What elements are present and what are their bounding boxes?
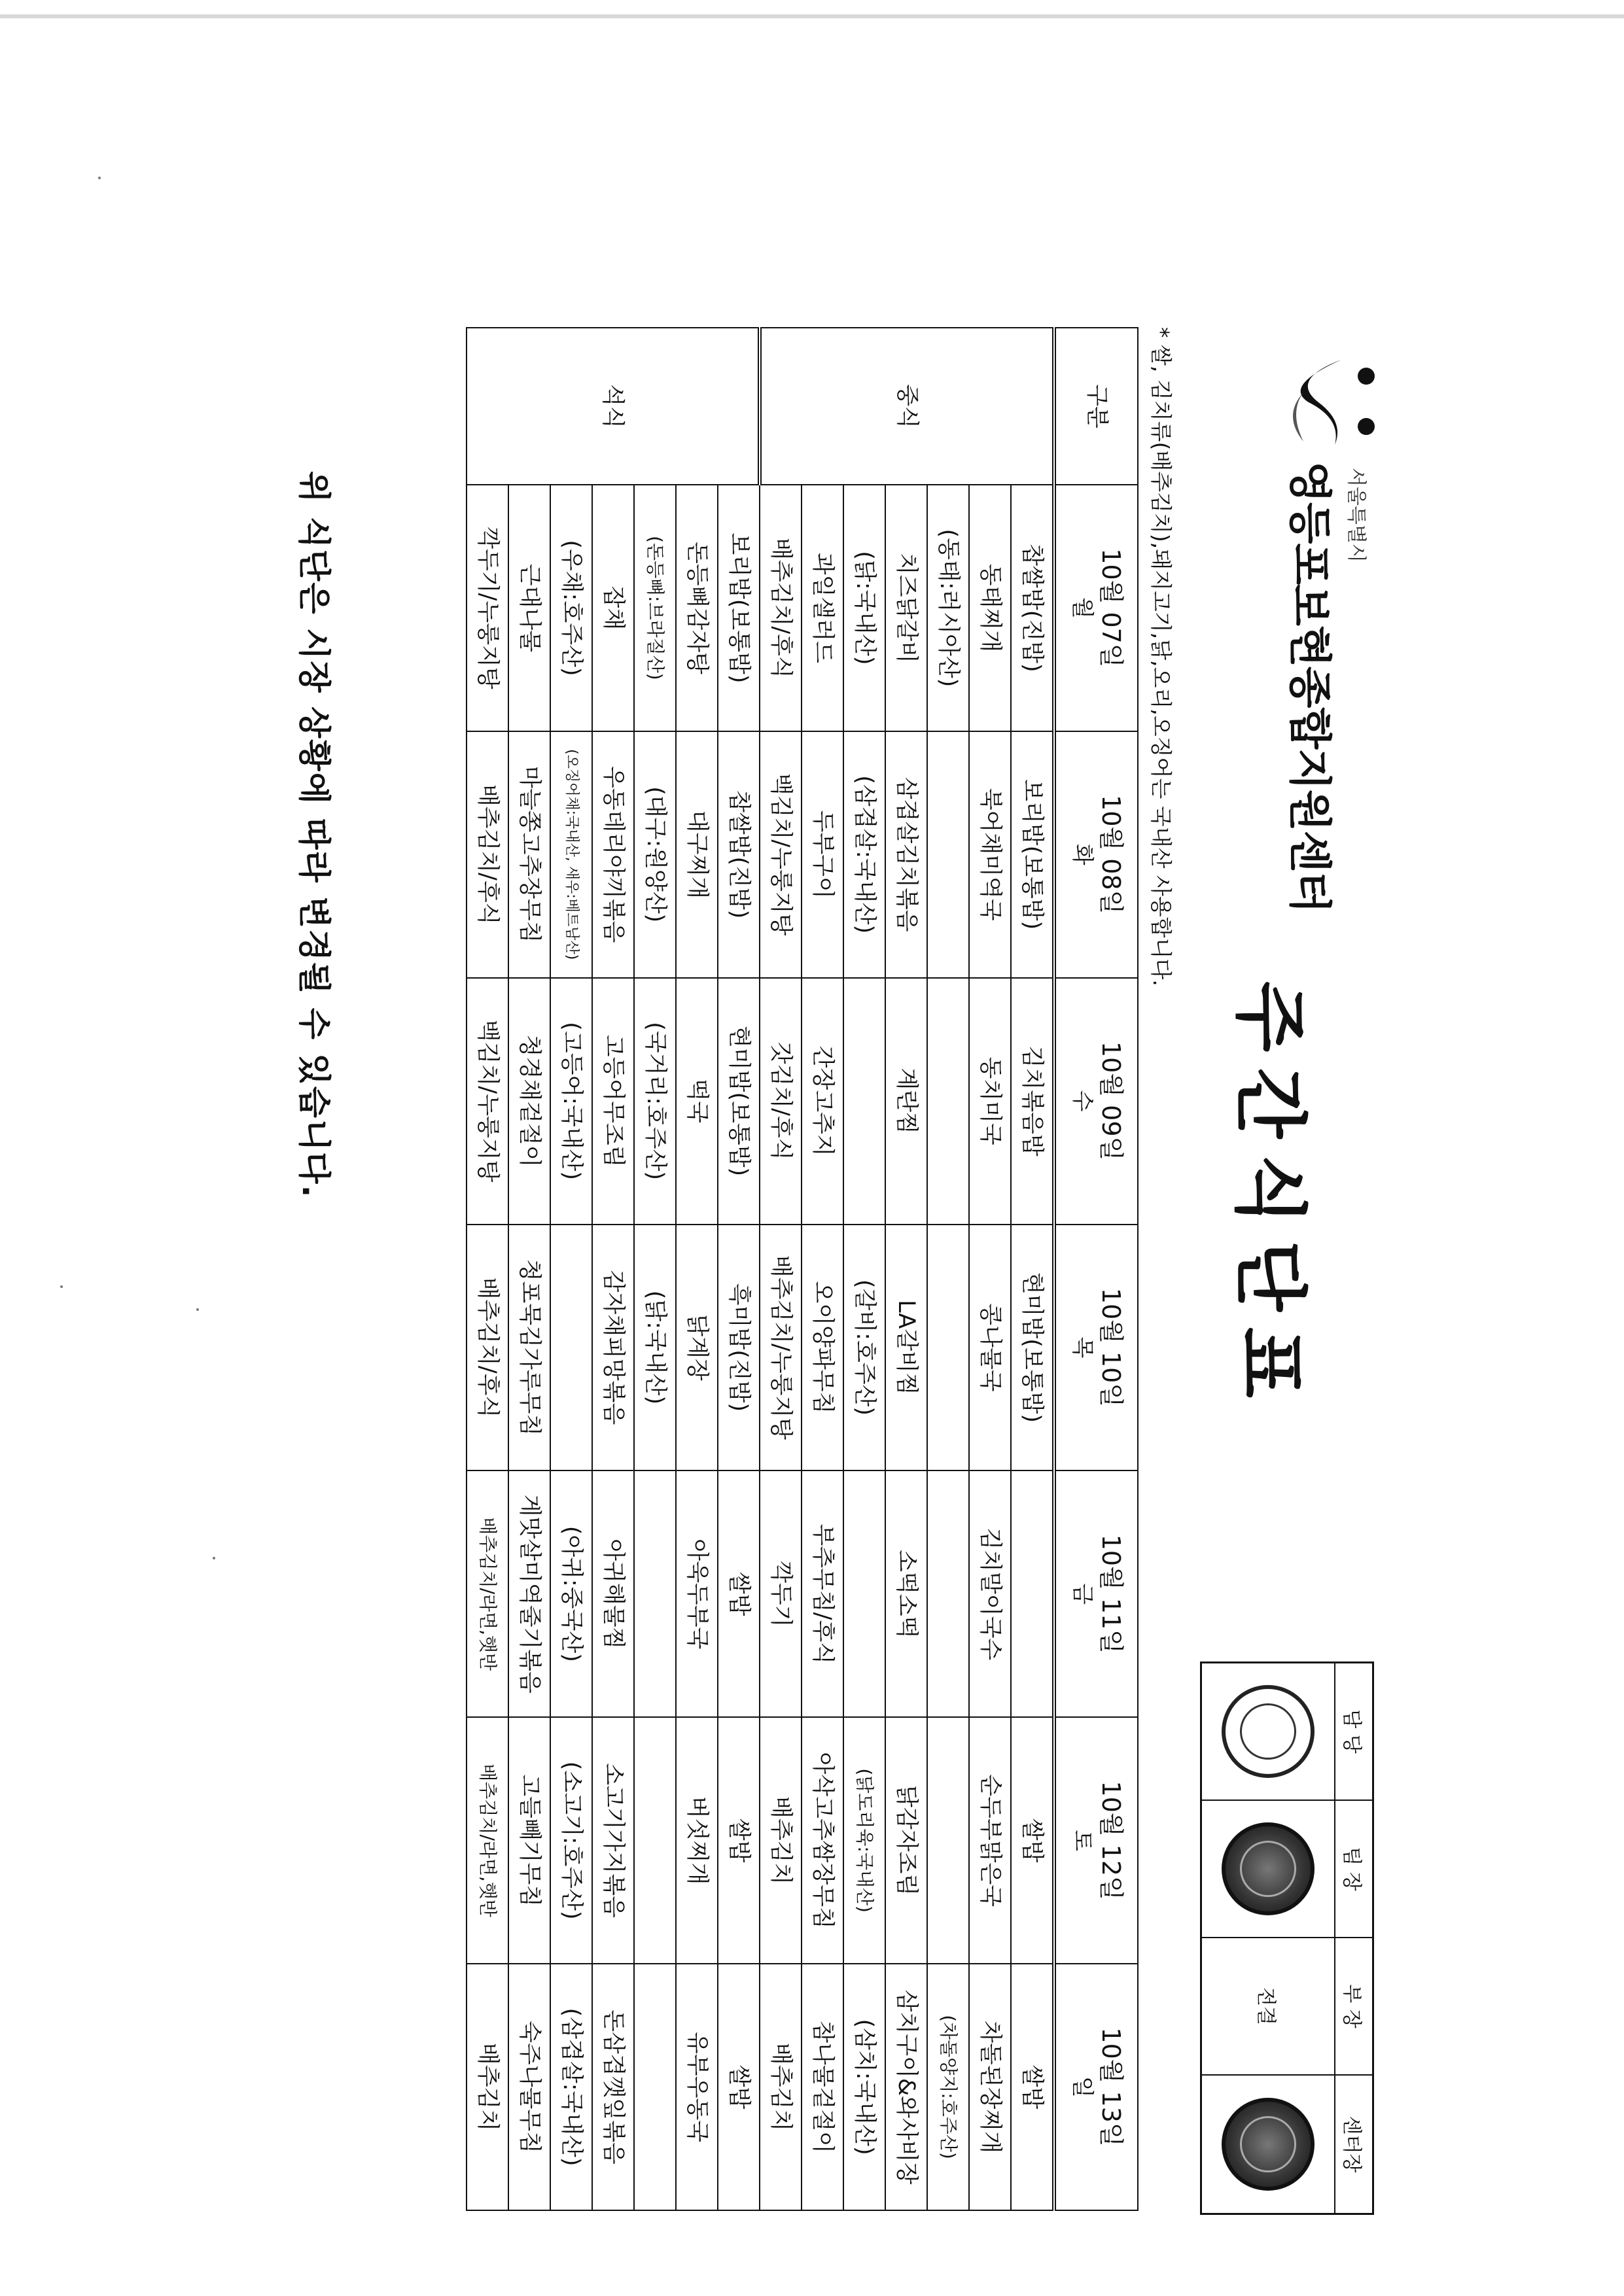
menu-cell: 깍두기/누룽지탕 xyxy=(467,485,508,731)
menu-cell: 백김치/누룽지탕 xyxy=(467,978,508,1225)
menu-cell: (닭도리육:국내산) xyxy=(843,1717,885,1964)
menu-cell: 돈등뼈감자탕 xyxy=(676,485,718,731)
day-header: 10월 12일 토 xyxy=(1054,1717,1138,1964)
menu-cell: 간장고추지 xyxy=(802,978,843,1225)
menu-cell: 돈삼겹깻잎볶음 xyxy=(592,1964,634,2210)
menu-cell: (아귀:중국산) xyxy=(550,1470,592,1717)
menu-cell: 배추김치/누룽지탕 xyxy=(760,1225,802,1471)
menu-cell: 김치볶음밥 xyxy=(1011,978,1054,1225)
menu-cell: 닭감자조림 xyxy=(885,1717,927,1964)
approval-header-director: 부 장 xyxy=(1334,1938,1372,2076)
menu-row xyxy=(718,328,760,2210)
approval-header-center-head: 센터장 xyxy=(1334,2076,1372,2213)
approval-header-team-lead: 팀 장 xyxy=(1334,1801,1372,1938)
menu-cell xyxy=(843,978,885,1225)
footer-notice: 위 식단은 시장 상황에 따라 변경될 수 있습니다. xyxy=(295,471,333,1199)
menu-cell: 쌀밥 xyxy=(718,1717,760,1964)
menu-cell: 쌀밥 xyxy=(718,1470,760,1717)
day-header: 10월 11일 금 xyxy=(1054,1470,1138,1717)
menu-cell: 계란찜 xyxy=(885,978,927,1225)
seal-stamp-icon xyxy=(1222,1822,1315,1915)
table-header-row xyxy=(1054,328,1138,2210)
menu-cell: (닭:국내산) xyxy=(634,1225,676,1471)
approval-stamp-team-lead xyxy=(1202,1801,1334,1938)
menu-cell xyxy=(634,1964,676,2210)
rotated-page xyxy=(275,314,1400,2237)
menu-cell: 순두부맑은국 xyxy=(969,1717,1011,1964)
menu-cell: 흑미밥(진밥) xyxy=(718,1225,760,1471)
menu-cell: 깍두기 xyxy=(760,1470,802,1717)
menu-cell: (국거리:호주산) xyxy=(634,978,676,1225)
approval-remark: 전결 xyxy=(1202,1938,1334,2076)
menu-cell: 고들빼기무침 xyxy=(508,1717,550,1964)
menu-cell xyxy=(843,1470,885,1717)
menu-row xyxy=(676,328,718,2210)
menu-cell xyxy=(927,1470,969,1717)
org-logo xyxy=(1282,353,1381,913)
menu-row xyxy=(885,328,927,2210)
menu-cell: 숙주나물무침 xyxy=(508,1964,550,2210)
menu-cell: 닭계장 xyxy=(676,1225,718,1471)
menu-cell xyxy=(1011,1470,1054,1717)
menu-cell xyxy=(927,1225,969,1471)
menu-cell: 현미밥(보통밥) xyxy=(1011,1225,1054,1471)
menu-row xyxy=(592,328,634,2210)
menu-cell: 잡채 xyxy=(592,485,634,731)
menu-cell: 유부우동국 xyxy=(676,1964,718,2210)
menu-cell: 버섯찌개 xyxy=(676,1717,718,1964)
menu-cell: 배추김치 xyxy=(760,1717,802,1964)
page-title: 주간식단표 xyxy=(1227,981,1313,1414)
menu-cell: 현미밥(보통밥) xyxy=(718,978,760,1225)
page-header xyxy=(1184,314,1400,2237)
menu-cell: (동태:러시아산) xyxy=(927,485,969,731)
menu-cell: 근대나물 xyxy=(508,485,550,731)
menu-cell: 고등어무조림 xyxy=(592,978,634,1225)
menu-cell: 마늘쫑고추장무침 xyxy=(508,731,550,978)
menu-cell: 소고기가지볶음 xyxy=(592,1717,634,1964)
menu-cell: 배추김치/라면,햇반 xyxy=(467,1470,508,1717)
corner-label: 구분 xyxy=(1054,328,1138,485)
menu-cell: 치즈닭갈비 xyxy=(885,485,927,731)
menu-cell: 부추무침/후식 xyxy=(802,1470,843,1717)
menu-cell: 배추김치/후식 xyxy=(760,485,802,731)
menu-row xyxy=(843,328,885,2210)
menu-cell: 쌀밥 xyxy=(1011,1717,1054,1964)
day-header: 10월 13일 일 xyxy=(1054,1964,1138,2210)
menu-cell: (대구:원양산) xyxy=(634,731,676,978)
scan-speck xyxy=(60,1285,63,1288)
day-header: 10월 09일 수 xyxy=(1054,978,1138,1225)
menu-row xyxy=(927,328,969,2210)
menu-cell: (갈비:호주산) xyxy=(843,1225,885,1471)
menu-cell: 백김치/누룽지탕 xyxy=(760,731,802,978)
menu-cell: 아욱두부국 xyxy=(676,1470,718,1717)
menu-cell: LA갈비찜 xyxy=(885,1225,927,1471)
menu-cell: 갓김치/후식 xyxy=(760,978,802,1225)
menu-cell: (오징어채:국내산, 새우:베트남산) xyxy=(550,731,592,978)
menu-cell xyxy=(927,1717,969,1964)
menu-cell: (우채:호주산) xyxy=(550,485,592,731)
menu-row xyxy=(1011,328,1054,2210)
scan-speck xyxy=(196,1308,199,1311)
menu-cell: 아귀해물찜 xyxy=(592,1470,634,1717)
menu-cell: 찹쌀밥(진밥) xyxy=(1011,485,1054,731)
menu-cell: 소떡소떡 xyxy=(885,1470,927,1717)
menu-cell: 삼겹살김치볶음 xyxy=(885,731,927,978)
menu-cell: 쌀밥 xyxy=(718,1964,760,2210)
menu-cell: 배추김치 xyxy=(760,1964,802,2210)
menu-cell: 두부구이 xyxy=(802,731,843,978)
menu-cell: 찹쌀밥(진밥) xyxy=(718,731,760,978)
menu-cell: 게맛살미역줄기볶음 xyxy=(508,1470,550,1717)
origin-note: * 쌀, 김치류(배추김치),돼지고기,닭,오리,오징어는 국내산 사용합니다. xyxy=(1148,327,1174,986)
menu-row xyxy=(760,328,802,2210)
menu-cell: 동치미국 xyxy=(969,978,1011,1225)
menu-cell: (삼겹살:국내산) xyxy=(550,1964,592,2210)
menu-cell: 과일샐러드 xyxy=(802,485,843,731)
menu-cell: (소고기:호주산) xyxy=(550,1717,592,1964)
dinner-section xyxy=(467,328,760,2210)
menu-cell: 배추김치 xyxy=(467,1964,508,2210)
menu-cell: 우동데리야끼볶음 xyxy=(592,731,634,978)
org-logo-icon xyxy=(1282,353,1381,451)
seal-stamp-icon xyxy=(1222,2098,1315,2191)
menu-cell: 보리밥(보통밥) xyxy=(718,485,760,731)
menu-cell: (고등어:국내산) xyxy=(550,978,592,1225)
approval-stamp-staff xyxy=(1202,1663,1334,1801)
dinner-label: 석식 xyxy=(467,328,760,485)
menu-cell xyxy=(634,1717,676,1964)
org-logo-subtitle: 서울특별시 xyxy=(1345,468,1368,563)
menu-cell: 삼치구이&와사비장 xyxy=(885,1964,927,2210)
weekly-menu-table xyxy=(466,327,1139,2211)
menu-cell: (차돌양지:호주산) xyxy=(927,1964,969,2210)
day-header: 10월 08일 화 xyxy=(1054,731,1138,978)
menu-cell: 쌀밥 xyxy=(1011,1964,1054,2210)
menu-row xyxy=(969,328,1011,2210)
menu-cell: (돈등뼈:브라질산) xyxy=(634,485,676,731)
menu-row xyxy=(550,328,592,2210)
menu-row xyxy=(802,328,843,2210)
menu-cell: 배추김치/라면,햇반 xyxy=(467,1717,508,1964)
scan-speck xyxy=(213,1557,215,1559)
approval-header-staff: 담 당 xyxy=(1334,1663,1372,1801)
menu-cell: 동태찌개 xyxy=(969,485,1011,731)
menu-cell xyxy=(550,1225,592,1471)
approval-stamp-center-head xyxy=(1202,2076,1334,2213)
menu-cell: (삼겹살:국내산) xyxy=(843,731,885,978)
menu-cell: 콩나물국 xyxy=(969,1225,1011,1471)
menu-cell: 대구찌개 xyxy=(676,731,718,978)
scan-speck xyxy=(98,177,101,179)
seal-stamp-icon xyxy=(1222,1685,1315,1778)
menu-cell: 아삭고추쌈장무침 xyxy=(802,1717,843,1964)
menu-cell: 김치말이국수 xyxy=(969,1470,1011,1717)
menu-cell: 보리밥(보통밥) xyxy=(1011,731,1054,978)
menu-cell: 떡국 xyxy=(676,978,718,1225)
lunch-section xyxy=(760,328,1054,2210)
menu-row xyxy=(634,328,676,2210)
menu-row xyxy=(508,328,550,2210)
menu-row xyxy=(467,328,508,2210)
menu-cell: 오이양파무침 xyxy=(802,1225,843,1471)
menu-cell: (삼치:국내산) xyxy=(843,1964,885,2210)
menu-cell: 배추김치/후식 xyxy=(467,731,508,978)
menu-cell: 차돌된장찌개 xyxy=(969,1964,1011,2210)
org-name: 영등포보현종합지원센터 xyxy=(1284,461,1335,913)
menu-cell: 감자채피망볶음 xyxy=(592,1225,634,1471)
menu-cell: 청포묵김가루무침 xyxy=(508,1225,550,1471)
menu-cell: 배추김치/후식 xyxy=(467,1225,508,1471)
day-header: 10월 10일 목 xyxy=(1054,1225,1138,1471)
menu-cell: 참나물겉절이 xyxy=(802,1964,843,2210)
day-header: 10월 07일 월 xyxy=(1054,485,1138,731)
lunch-label: 중식 xyxy=(760,328,1054,485)
scan-edge-line xyxy=(0,14,1624,18)
menu-cell xyxy=(927,978,969,1225)
menu-cell: 청경채겉절이 xyxy=(508,978,550,1225)
menu-cell xyxy=(927,731,969,978)
menu-cell xyxy=(634,1470,676,1717)
approval-box xyxy=(1200,1661,1374,2215)
menu-cell: 북어채미역국 xyxy=(969,731,1011,978)
menu-cell: (닭:국내산) xyxy=(843,485,885,731)
